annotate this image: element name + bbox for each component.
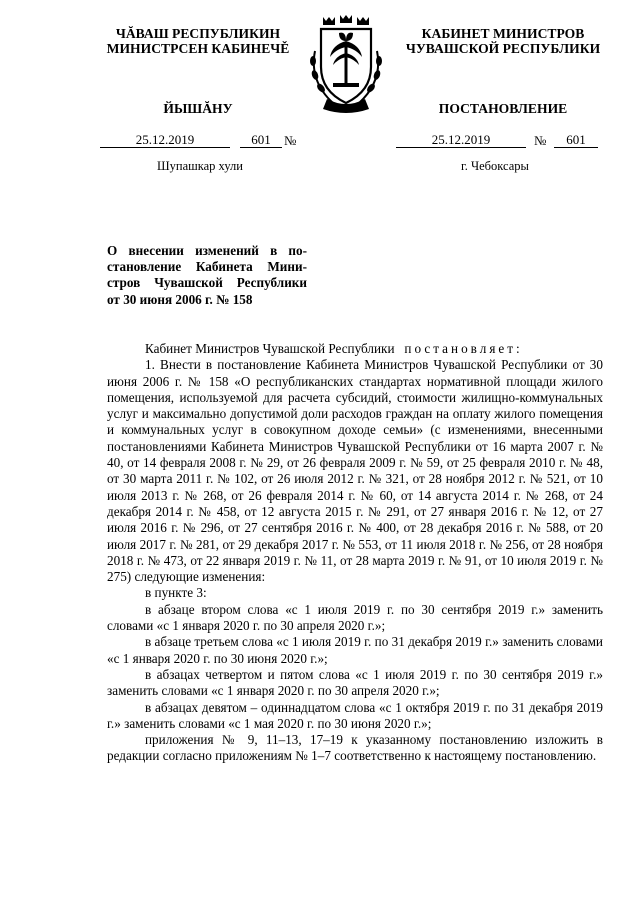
header-right-line1: КАБИНЕТ МИНИСТРОВ — [421, 26, 585, 41]
body-paragraph-7: приложения № 9, 11–13, 17–19 к указанному постановлению изложить в редакции согласно приложениям № 1–7 соответственно к настоящему постановлению. — [107, 732, 603, 764]
subject-line: от 30 июня 2006 г. № 158 — [107, 291, 253, 307]
body-intro-subject: Кабинет Министров Чувашской Республики — [145, 341, 395, 356]
body-paragraph-5: в абзацах четвертом и пятом слова «с 1 июля 2019 г. по 30 сентября 2019 г.» заменить словами «с 1 января 2020 г. по 30 апреля 2020 г.»; — [107, 666, 603, 699]
left-date: 25.12.2019 — [100, 133, 230, 148]
subject-line: О внесении изменений в по- — [107, 243, 307, 258]
body-intro-verb: постановляет: — [404, 341, 523, 356]
header-right-line2: ЧУВАШСКОЙ РЕСПУБЛИКИ — [405, 41, 601, 56]
header-right-doc-type: ПОСТАНОВЛЕНИЕ — [438, 101, 568, 116]
header-left-line1: ЧĂВАШ РЕСПУБЛИКИН — [115, 26, 281, 41]
body-paragraph-6: в абзацах девятом – одиннадцатом слова «с 1 октября 2019 г. по 31 декабря 2019 г.» заменить словами «с 1 мая 2020 г. по 30 июня 2020 г.»; — [107, 699, 603, 731]
header-right-org — [390, 26, 616, 56]
left-number-sign: № — [284, 133, 297, 148]
right-number-sign: № — [534, 133, 547, 148]
right-date: 25.12.2019 — [396, 133, 526, 148]
left-number: 601 — [240, 133, 282, 148]
subject-line: стров Чувашской Республики — [107, 275, 307, 291]
registration-right — [396, 133, 600, 149]
header-left-org — [100, 26, 296, 56]
registration-left — [100, 133, 308, 149]
body-paragraph-2: в пункте 3: — [145, 585, 207, 601]
body-paragraph-1: 1. Внести в постановление Кабинета Министров Чувашской Республики от 30 июня 2006 г. № 158 «О республиканских стандартах нормативной площади жилого помещения, используемой для расчета субсидий, стоимости жилищно-коммунальных услуг и максимально допустимой доли расходов граждан на оплату жилого помещения и коммунальных услуг в совокупном доходе семьи» (с изменениями, внесенными постановлениями Кабинета Министров Чувашской Республики от 16 марта 2007 г. № 40, от 14 февраля 2008 г. № 29, от 26 февраля 2009 г. № 59, от 25 февраля 2010 г. № 48, от 30 марта 2011 г. № 102, от 26 июля 2012 г. № 321, от 28 ноября 2012 г. № 521, от 10 июля 2013 г. № 268, от 26 февраля 2014 г. № 60, от 14 августа 2014 г. № 268, от 24 декабря 2014 г. № 458, от 12 августа 2015 г. № 291, от 27 января 2016 г. № 12, от 27 июля 2016 г. № 296, от 27 сентября 2016 г. № 400, от 28 декабря 2016 г. № 588, от 20 июля 2017 г. № 281, от 29 декабря 2017 г. № 553, от 11 июля 2018 г. № 256, от 28 ноября 2018 г. № 473, от 22 января 2019 г. № 11, от 28 марта 2019 г. № 91, от 10 июля 2019 г. № 275) следующие изменения: — [107, 357, 603, 585]
body-paragraph-3: в абзаце втором слова «с 1 июля 2019 г. по 30 сентября 2019 г.» заменить словами «с 1 января 2020 г. по 30 апреля 2020 г.»; — [107, 601, 603, 634]
right-number: 601 — [554, 133, 598, 148]
body-paragraph-4: в абзаце третьем слова «с 1 июля 2019 г. по 31 декабря 2019 г.» заменить словами «с 1 января 2020 г. по 30 июня 2020 г.»; — [107, 634, 603, 666]
coat-of-arms-icon — [303, 11, 389, 115]
header-left-line2: МИНИСТРСЕН КАБИНЕЧĚ — [106, 41, 290, 56]
header-left-doc-type: ЙЫШĂНУ — [163, 101, 233, 116]
place-left: Шупашкар хули — [157, 159, 243, 173]
document-body — [107, 341, 603, 765]
document-subject — [107, 243, 307, 308]
place-right: г. Чебоксары — [461, 159, 529, 173]
body-intro — [107, 341, 603, 357]
subject-line: становление Кабинета Мини- — [107, 259, 307, 275]
